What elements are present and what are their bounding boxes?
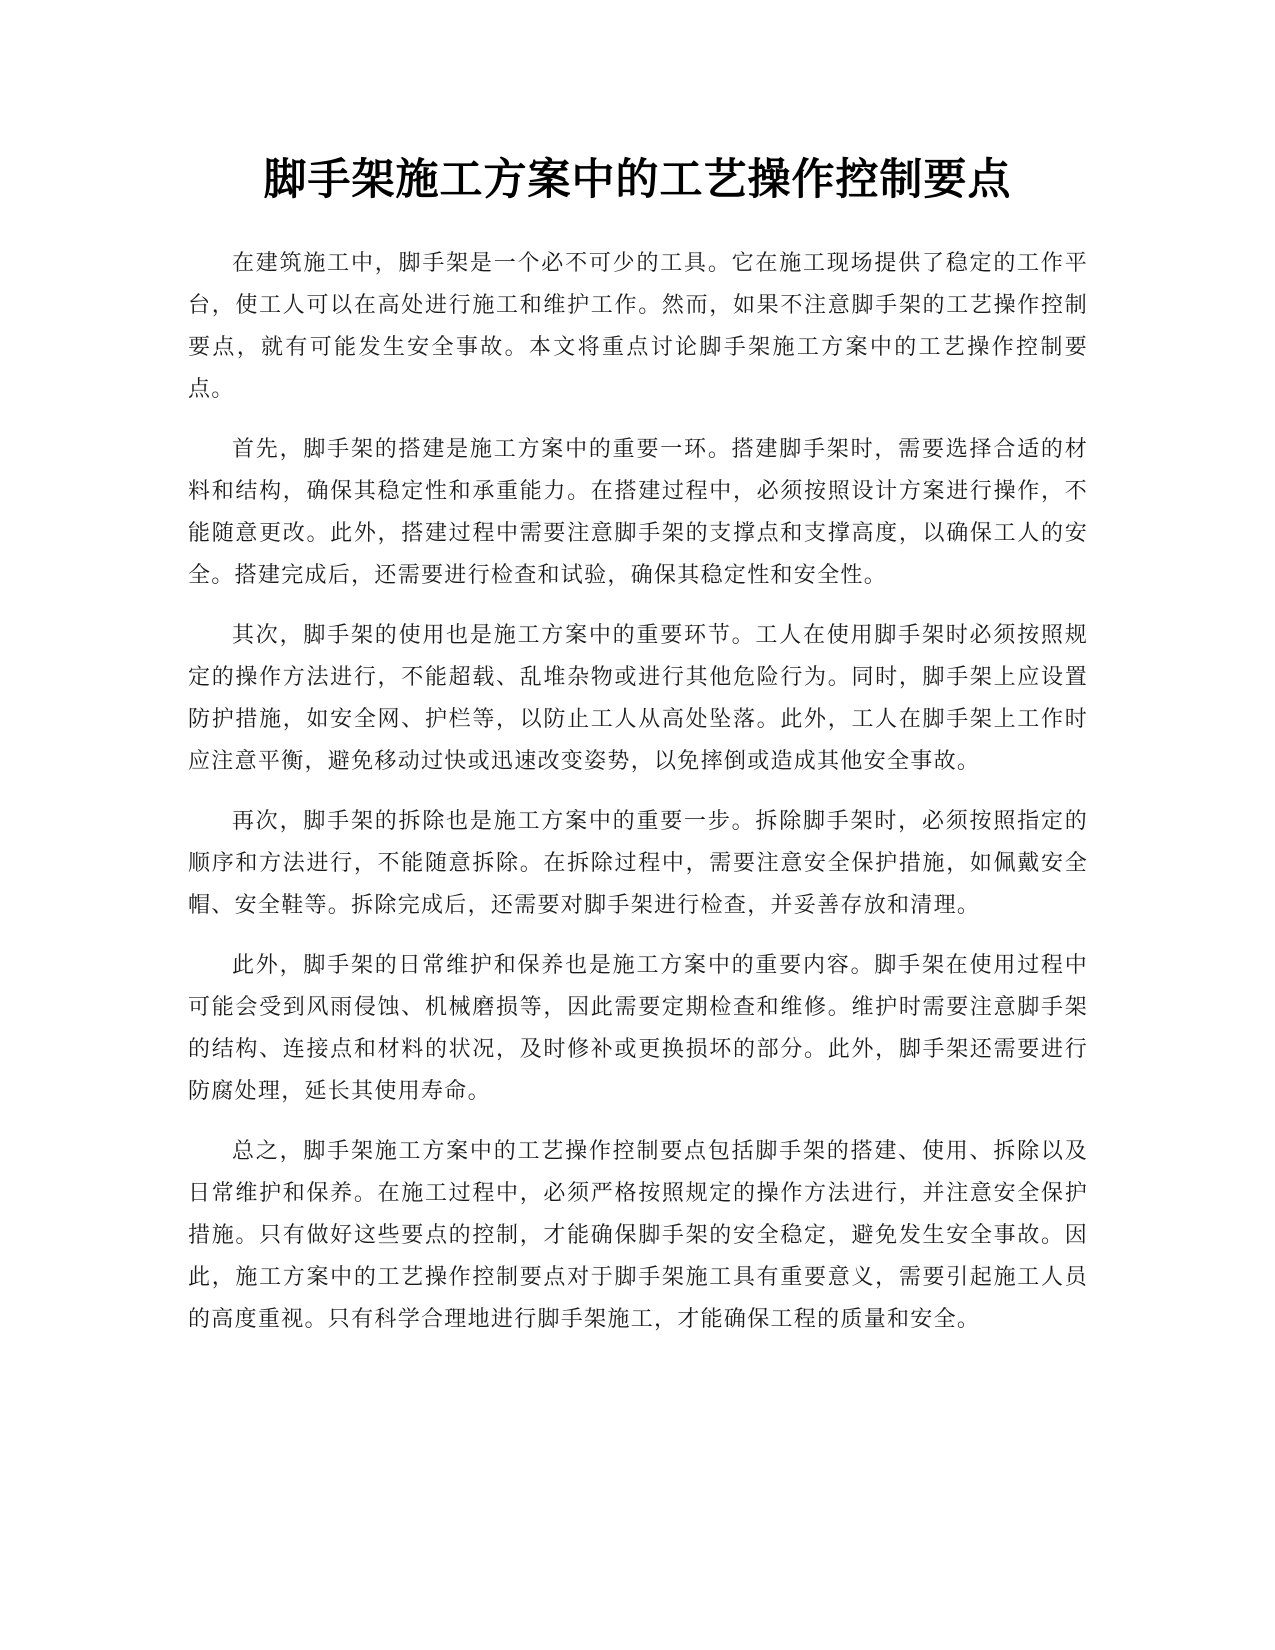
paragraph-conclusion: 总之，脚手架施工方案中的工艺操作控制要点包括脚手架的搭建、使用、拆除以及日常维护和保养。在施工过程中，必须严格按照规定的操作方法进行，并注意安全保护措施。只有做好这些要点的控制，才能确保脚手架的安全稳定，避免发生安全事故。因此，施工方案中的工艺操作控制要点对于脚手架施工具有重要意义，需要引起施工人员的高度重视。只有科学合理地进行脚手架施工，才能确保工程的质量和安全。 (188, 1139, 1088, 1332)
paragraph-dismantling: 再次，脚手架的拆除也是施工方案中的重要一步。拆除脚手架时，必须按照指定的顺序和方法进行，不能随意拆除。在拆除过程中，需要注意安全保护措施，如佩戴安全帽、安全鞋等。拆除完成后，还需要对脚手架进行检查，并妥善存放和清理。 (188, 809, 1088, 918)
paragraph-erection: 首先，脚手架的搭建是施工方案中的重要一环。搭建脚手架时，需要选择合适的材料和结构，确保其稳定性和承重能力。在搭建过程中，必须按照设计方案进行操作，不能随意更改。此外，搭建过程中需要注意脚手架的支撑点和支撑高度，以确保工人的安全。搭建完成后，还需要进行检查和试验，确保其稳定性和安全性。 (188, 437, 1088, 588)
paragraph-maintenance: 此外，脚手架的日常维护和保养也是施工方案中的重要内容。脚手架在使用过程中可能会受到风雨侵蚀、机械磨损等，因此需要定期检查和维修。维护时需要注意脚手架的结构、连接点和材料的状况，及时修补或更换损坏的部分。此外，脚手架还需要进行防腐处理，延长其使用寿命。 (188, 953, 1088, 1104)
document-title: 脚手架施工方案中的工艺操作控制要点 (263, 155, 1012, 205)
paragraph-usage: 其次，脚手架的使用也是施工方案中的重要环节。工人在使用脚手架时必须按照规定的操作方法进行，不能超载、乱堆杂物或进行其他危险行为。同时，脚手架上应设置防护措施，如安全网、护栏等，以防止工人从高处坠落。此外，工人在脚手架上工作时应注意平衡，避免移动过快或迅速改变姿势，以免摔倒或造成其他安全事故。 (188, 623, 1088, 774)
paragraph-intro: 在建筑施工中，脚手架是一个必不可少的工具。它在施工现场提供了稳定的工作平台，使工人可以在高处进行施工和维护工作。然而，如果不注意脚手架的工艺操作控制要点，就有可能发生安全事故。本文将重点讨论脚手架施工方案中的工艺操作控制要点。 (188, 251, 1088, 402)
document-body (188, 243, 1088, 1359)
